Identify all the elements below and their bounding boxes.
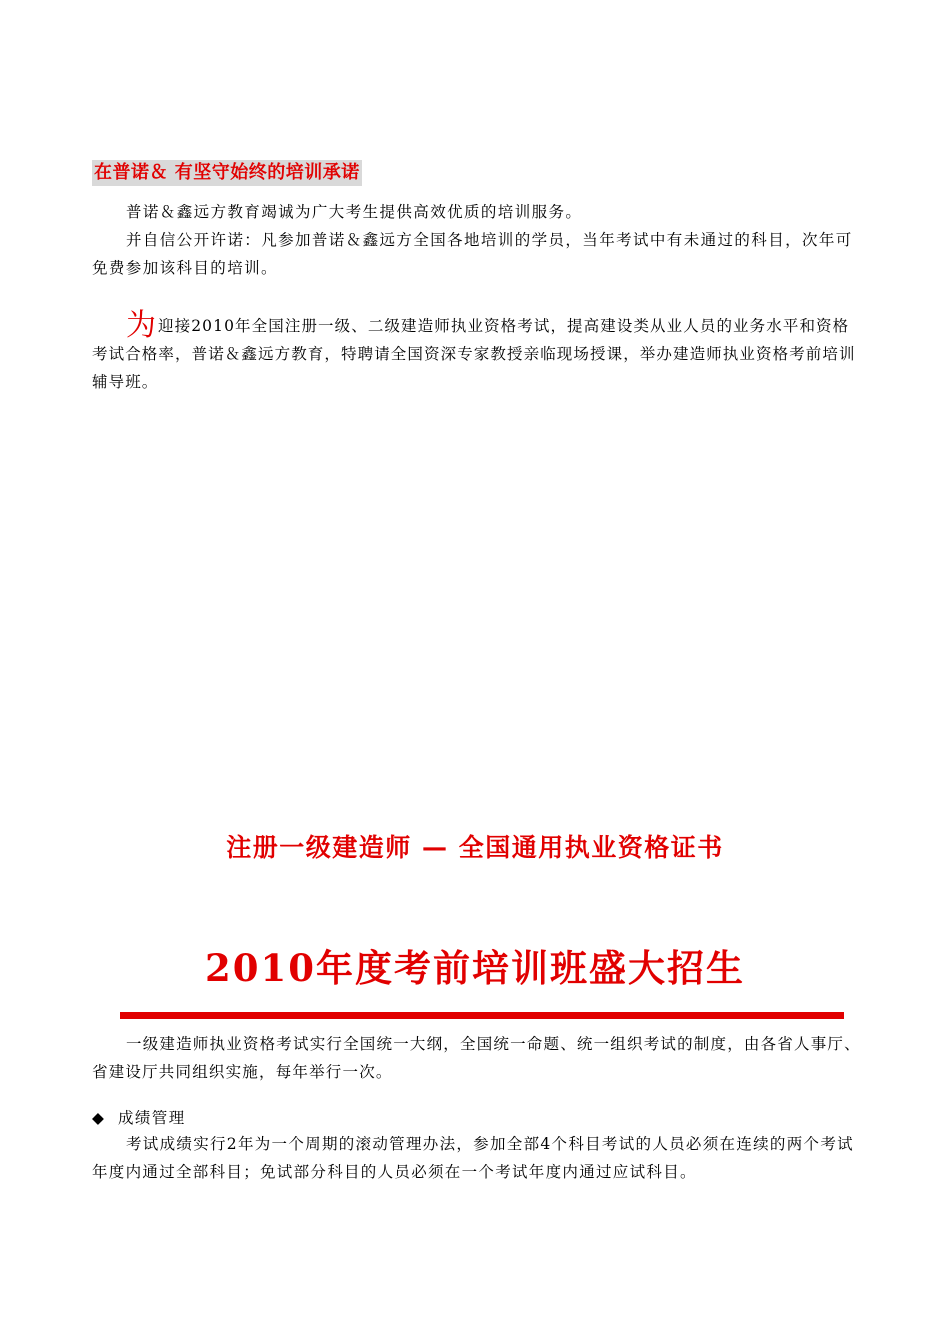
enrollment-title: 2010年度考前培训班盛大招生	[205, 946, 745, 990]
intro-drop-char: 为	[126, 308, 156, 343]
diamond-bullet-icon: ◆	[92, 1109, 106, 1127]
score-management-label: 成绩管理	[118, 1109, 186, 1127]
promise-paragraph-1: 普诺＆鑫远方教育竭诚为广大考生提供高效优质的培训服务。	[126, 203, 583, 221]
certificate-title: 注册一级建造师 — 全国通用执业资格证书	[226, 833, 724, 862]
promise-paragraph-2: 并自信公开许诺：凡参加普诺＆鑫远方全国各地培训的学员，当年考试中有未通过的科目，次年可免费参加该科目的培训。	[92, 231, 853, 277]
red-divider	[120, 1012, 844, 1019]
promise-heading: 在普诺＆ 有坚守始终的培训承诺	[92, 160, 362, 186]
intro-text: 迎接2010年全国注册一级、二级建造师执业资格考试，提高建设类从业人员的业务水平和资格考试合格率，普诺＆鑫远方教育，特聘请全国资深专家教授亲临现场授课，举办建造师执业资格考前培训辅导班。	[92, 317, 856, 391]
score-management-paragraph: 考试成绩实行2年为一个周期的滚动管理办法，参加全部4个科目考试的人员必须在连续的两个考试年度内通过全部科目；免试部分科目的人员必须在一个考试年度内通过应试科目。	[92, 1135, 854, 1181]
intro-paragraph	[92, 308, 862, 396]
score-management-heading	[92, 1104, 186, 1132]
exam-description-paragraph: 一级建造师执业资格考试实行全国统一大纲，全国统一命题、统一组织考试的制度，由各省人事厅、省建设厅共同组织实施，每年举行一次。	[92, 1035, 861, 1081]
